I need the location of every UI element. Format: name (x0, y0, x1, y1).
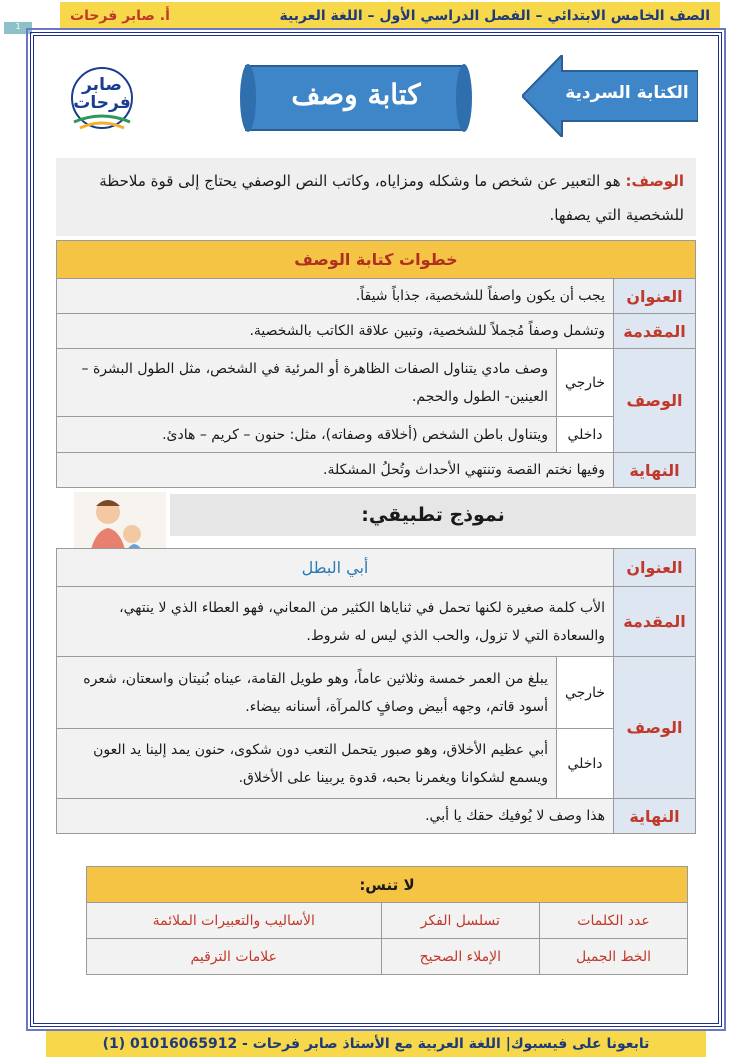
section-arrow (522, 55, 698, 137)
steps-external-label: خارجي (556, 349, 613, 417)
example-ending-text: هذا وصف لا يُوفيك حقك يا أبي. (57, 799, 614, 834)
example-internal-label: داخلي (556, 729, 613, 799)
example-external-text: يبلغ من العمر خمسة وثلاثين عاماً، وهو طويل القامة، عيناه بُنيتان واسعتان، شعره أسود قاتم، وجهه أبيض وصافٍ كالمرآة، أسنانه بيضاء. (57, 657, 557, 729)
example-intro-label: المقدمة (614, 587, 696, 657)
steps-internal-text: ويتناول باطن الشخص (أخلاقه وصفاته)، مثل: حنون – كريم – هادئ. (57, 417, 557, 453)
page-number-tab: 1 (4, 22, 32, 34)
header-subject: الصف الخامس الابتدائي – الفصل الدراسي الأول – اللغة العربية (279, 8, 710, 24)
example-intro-text: الأب كلمة صغيرة لكنها تحمل في ثناياها الكثير من المعاني، فهو العطاء الذي لا ينتهي، والسعادة التي لا تزول، والحب الذي ليس له شروط. (57, 587, 614, 657)
steps-internal-label: داخلي (556, 417, 613, 453)
example-internal-text: أبي عظيم الأخلاق، وهو صبور يتحمل التعب دون شكوى، حنون يمد إلينا يد العون ويسمع لشكوانا ويغمرنا بحبه، قدوة يربينا على الأخلاق. (57, 729, 557, 799)
reminder-item: عدد الكلمات (540, 903, 688, 939)
steps-ending-text: وفيها نختم القصة وتنتهي الأحداث وتُحلُ المشكلة. (57, 453, 614, 488)
reminder-item: الأساليب والتعبيرات الملائمة (87, 903, 382, 939)
example-title-text: أبي البطل (57, 549, 614, 587)
logo-text (68, 76, 136, 112)
logo-line-2: فرحات (73, 93, 131, 113)
section-arrow-label: الكتابة السردية (565, 83, 689, 103)
reminder-heading: لا تنس: (87, 867, 688, 903)
page-title: كتابة وصف (291, 78, 421, 111)
example-ending-label: النهاية (614, 799, 696, 834)
steps-heading: خطوات كتابة الوصف (57, 241, 696, 279)
steps-intro-label: المقدمة (614, 314, 696, 349)
steps-title-text: يجب أن يكون واصفاً للشخصية، جذاباً شيقاً. (57, 279, 614, 314)
steps-table (56, 240, 696, 488)
reminder-table (86, 866, 688, 975)
steps-description-label: الوصف (614, 349, 696, 453)
definition-text: هو التعبير عن شخص ما وشكله ومزاياه، وكاتب النص الوصفي يحتاج إلى قوة ملاحظة للشخصية التي يصفها. (99, 172, 684, 224)
page-footer: تابعونا على فيسبوك| اللغة العربية مع الأستاذ صابر فرحات - 01016065912 (1) (46, 1031, 706, 1057)
definition-box (56, 158, 696, 236)
example-table (56, 548, 696, 834)
steps-external-text: وصف مادي يتناول الصفات الظاهرة أو المرئية في الشخص، مثل الطول البشرة – العينين- الطول والحجم. (57, 349, 557, 417)
logo-line-1: صابر (82, 75, 122, 95)
title-scroll (240, 58, 472, 138)
model-heading: نموذج تطبيقي: (170, 494, 696, 536)
example-title-label: العنوان (614, 549, 696, 587)
steps-title-label: العنوان (614, 279, 696, 314)
header-teacher: أ. صابر فرحات (70, 8, 170, 24)
example-description-label: الوصف (614, 657, 696, 799)
reminder-item: الإملاء الصحيح (381, 939, 540, 975)
reminder-item: الخط الجميل (540, 939, 688, 975)
definition-term: الوصف: (625, 172, 684, 190)
steps-intro-text: وتشمل وصفاً مُجملاً للشخصية، وتبين علاقة الكاتب بالشخصية. (57, 314, 614, 349)
example-external-label: خارجي (556, 657, 613, 729)
teacher-logo (60, 66, 144, 136)
page-header (60, 2, 720, 30)
steps-ending-label: النهاية (614, 453, 696, 488)
reminder-item: علامات الترقيم (87, 939, 382, 975)
reminder-item: تسلسل الفكر (381, 903, 540, 939)
